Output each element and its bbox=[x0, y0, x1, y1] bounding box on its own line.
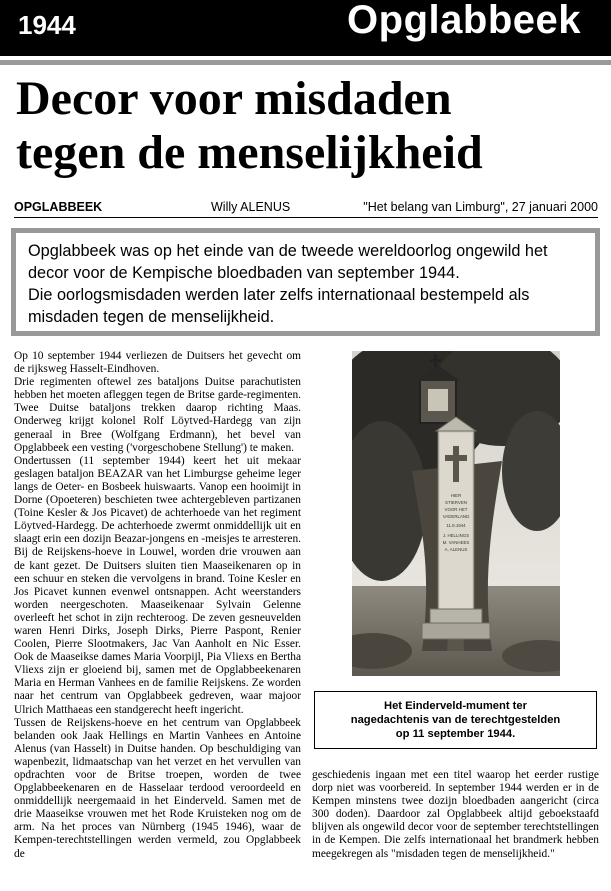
article-headline bbox=[16, 72, 606, 180]
inscription-line: A. ALENUS bbox=[444, 547, 468, 552]
year-label: 1944 bbox=[18, 10, 76, 40]
caption-line-3: op 11 september 1944. bbox=[395, 728, 516, 740]
byline-location: OPGLABBEEK bbox=[14, 200, 103, 214]
monument-photo-illustration bbox=[352, 351, 560, 676]
body-paragraph: Op 10 september 1944 verliezen de Duitsers het gevecht om de rijksweg Hasselt-Eindhoven. bbox=[14, 350, 301, 376]
body-column-right bbox=[312, 769, 599, 861]
body-paragraph: Drie regimenten oftewel zes bataljons Duitse parachutisten hebben het moeten afleggen tegen de Britse garde-regimenten. Twee Duitse bataljons trekken daarop richting Maas. Onderweg krijgt kolonel Rolf Löytved-Hardegg van zijn generaal in Bree (Wolfgang Erdmann), het bevel van Opglabbeek een vesting ('vorgeschobene Stellung') te maken. bbox=[14, 376, 301, 454]
inscription-line: VOOR HET bbox=[444, 507, 468, 512]
body-paragraph: Ondertussen (11 september 1944) keert het uit mekaar geslagen bataljon BEAZAR van het Limburgse geheime leger langs de Oeter- en Bosbeek huiswaarts. Vanop een hooimijt in Dorne (Opoeteren) beschieten twee achtergebleven partizanen (Toine Kesler & Jos Picavet) de achterhoede van het regiment Löytved-Hardegg. De achterhoede zwermt onmiddellijk uit en slaagt erin een dozijn Beazar-jongens en -meisjes te arresteren. Bij de Reijskens-hoeve in Louwel, worden drie vrouwen aan de kant gezet. De Duitsers sluiten tien Maaseikenaren op in een schuur en steken die vervolgens in brand. Toine Kesler en Jos Picavet kunnen evenwel ontsnappen. Acht weerstanders worden neergeschoten. Maaseikenaar Sylvain Gelenne overleeft het schot in zijn rechteroog. De zeven gesneuvelden waren Henri Dirks, Joseph Dirks, Pierre Paspont, Renier Coolen, Pierre Slootmakers, Jac Van Aanholt en Nic Esser. Ook de Maaseikse dames Maria Voorpijl, Pia Vliexs en Bertha Vliexs zijn er gloeiend bij, samen met de Opglabbeekenaren Maria en Herman Vanhees en de familie Reijskens. Ze worden naar het centrum van Opglabbeek gedreven, waar majoor Ulrich Matthaeas een standgerecht heeft ingericht. bbox=[14, 454, 301, 716]
caption-line-2: nagedachtenis van de terechtgestelden bbox=[350, 714, 561, 726]
headline-line-1: Decor voor misdaden bbox=[16, 72, 452, 125]
byline-source: "Het belang van Limburg", 27 januari 2000 bbox=[363, 200, 598, 214]
headline-line-2: tegen de menselijkheid bbox=[16, 126, 483, 179]
lead-paragraph-2: Die oorlogsmisdaden werden later zelfs internationaal bestempeld als misdaden tegen de menselijkheid. bbox=[28, 286, 530, 326]
body-paragraph: Tussen de Reijskens-hoeve en het centrum van Opglabbeek belanden ook Jaak Hellings en Martin Vanhees en Antoine Alenus (van Hasselt) in Duitse handen. Op beschuldiging van wapenbezit, lidmaatschap van het verzet en het vervullen van opdrachten voor de Britse troepen, worden de twee Opglabbeekenaren en de Hasselaar terdood veroordeeld en onmiddellijk neergemaaid in het Einderveld. Samen met de drie Maaseikse vrouwen met het Rode Kruisteken nog om de arm. Na het proces van Nürnberg (1945 1946), waar de Kempen-terechtstellingen werden vermeld, zou Opglabbeek de bbox=[14, 716, 301, 860]
inscription-line: J. HELLINGS bbox=[442, 533, 470, 538]
header-divider bbox=[0, 60, 611, 65]
lead-box bbox=[11, 228, 600, 336]
caption-line-1: Het Einderveld-mument ter bbox=[384, 700, 527, 712]
photo-caption bbox=[314, 691, 597, 749]
body-paragraph: geschiedenis ingaan met een titel waarop het eerder rustige dorp niet was voorbereid. In september 1944 werden er in de Kempen minstens twee dozijn bloedbaden aangericht (circa 300 doden). Daardoor zal Opglabbeek altijd geboekstaafd blijven als ongewild decor voor de september terechtstellingen in de Kempen. Die zelfs internationaal het brandmerk hebben meegekregen als "misdaden tegen de menselijkheid." bbox=[312, 769, 599, 860]
monument-photo bbox=[352, 351, 560, 676]
inscription-line: HIER bbox=[450, 493, 462, 498]
byline-rule bbox=[14, 217, 598, 218]
byline-author: Willy ALENUS bbox=[211, 200, 291, 214]
inscription-line: STIERVEN bbox=[445, 500, 467, 505]
body-column-left bbox=[14, 350, 301, 861]
byline bbox=[14, 200, 598, 218]
inscription-line: M. VANHEES bbox=[442, 540, 470, 545]
inscription-line: VADERLAND bbox=[442, 514, 470, 519]
lead-paragraph-1: Opglabbeek was op het einde van de tweede wereldoorlog ongewild het decor voor de Kempische bloedbaden van september 1944. bbox=[28, 242, 548, 282]
top-banner bbox=[0, 0, 611, 56]
place-title: Opglabbeek bbox=[347, 0, 581, 42]
inscription-line: 11.9.1944 bbox=[446, 523, 466, 528]
